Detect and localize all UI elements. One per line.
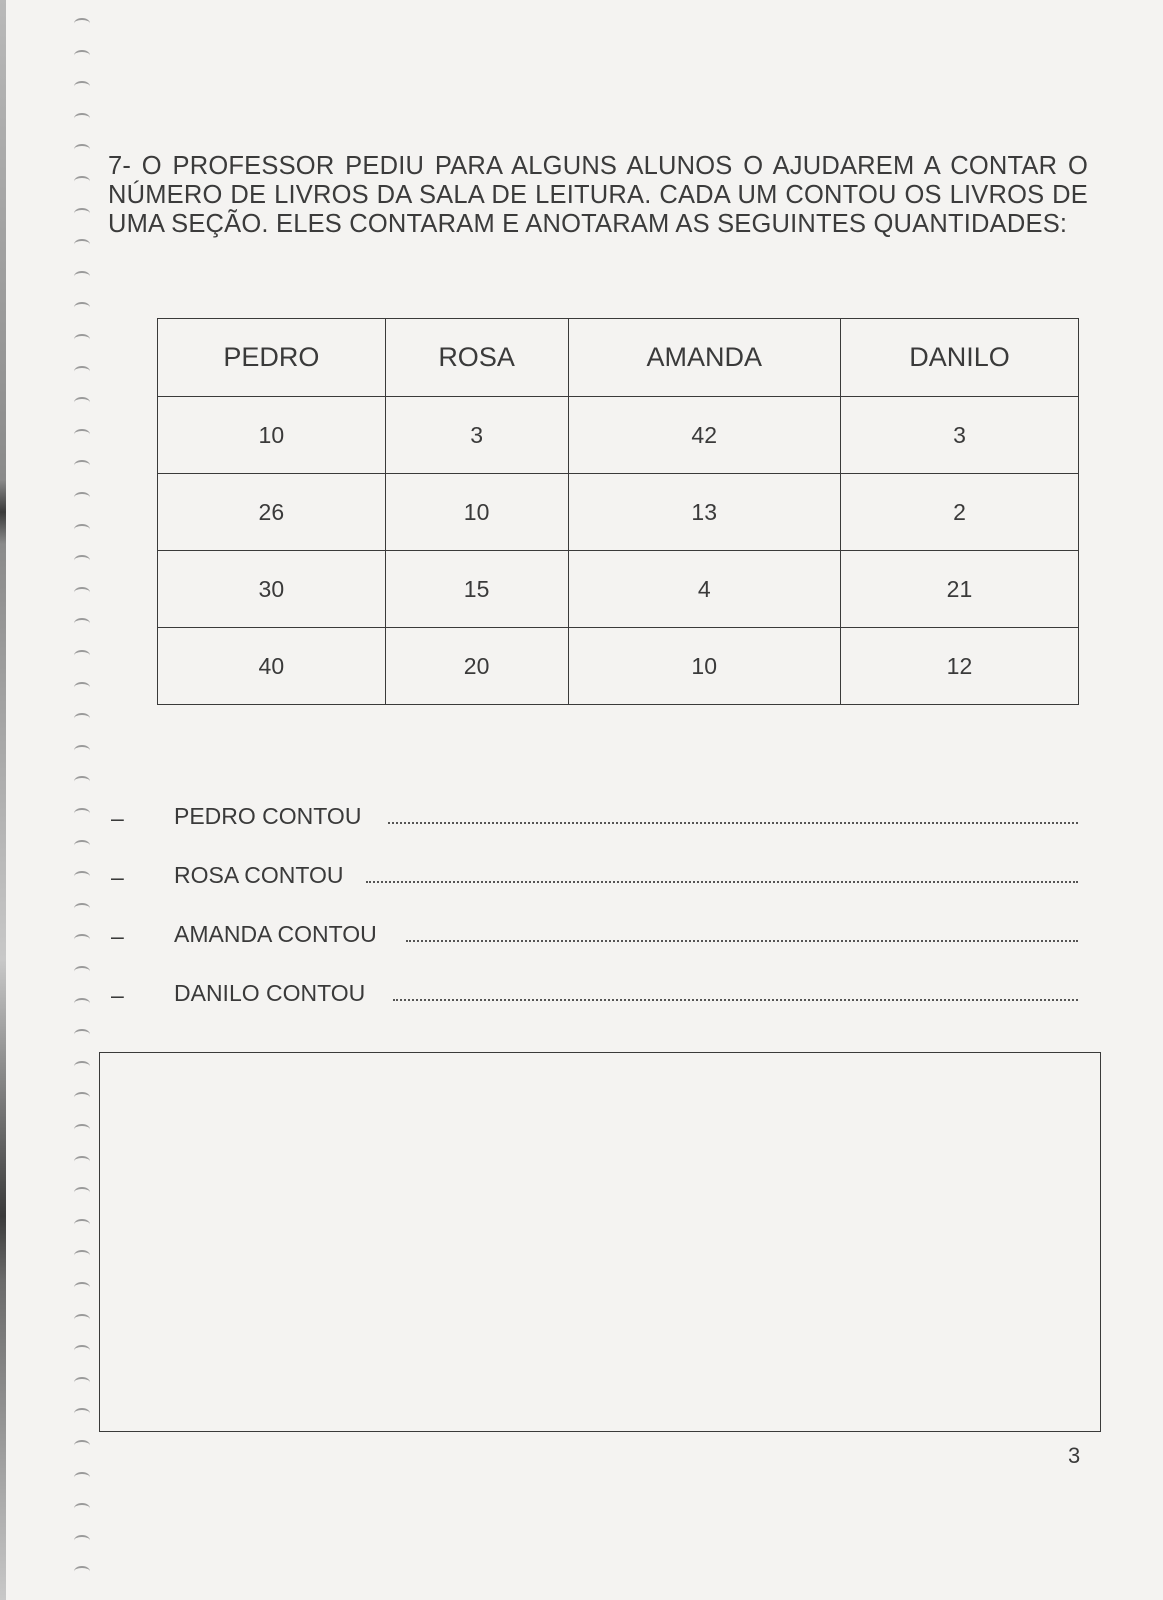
binding-hole (74, 1472, 90, 1483)
binding-hole (74, 366, 90, 377)
binding-hole (74, 1440, 90, 1451)
answer-label: PEDRO CONTOU (174, 803, 362, 829)
book-count-table (157, 318, 1079, 705)
binding-hole (74, 81, 90, 92)
answer-line-amanda (108, 921, 1078, 980)
binding-hole (74, 745, 90, 756)
binding-hole (74, 176, 90, 187)
answer-blank-line[interactable] (366, 881, 1078, 883)
answer-list (108, 803, 1078, 1039)
answer-line-rosa (108, 862, 1078, 921)
table-header-row (158, 319, 1079, 397)
binding-hole (74, 650, 90, 661)
binding-hole (74, 555, 90, 566)
table-cell: 2 (840, 474, 1078, 551)
binding-hole (74, 524, 90, 535)
page-number: 3 (1068, 1443, 1081, 1468)
answer-label: DANILO CONTOU (174, 980, 366, 1006)
table-cell: 21 (840, 551, 1078, 628)
binding-hole (74, 1566, 90, 1577)
binding-hole (74, 429, 90, 440)
binding-hole (74, 1029, 90, 1040)
list-dash: – (111, 805, 124, 831)
table-row (158, 397, 1079, 474)
table-cell: 26 (158, 474, 386, 551)
table-row (158, 551, 1079, 628)
answer-blank-line[interactable] (388, 822, 1078, 824)
table-cell: 40 (158, 628, 386, 705)
binding-hole (74, 1377, 90, 1388)
binding-hole (74, 903, 90, 914)
table-cell: 42 (568, 397, 840, 474)
binding-hole (74, 50, 90, 61)
table-header-danilo: DANILO (840, 319, 1078, 397)
table-cell: 30 (158, 551, 386, 628)
answer-label: ROSA CONTOU (174, 862, 344, 888)
binding-hole (74, 1408, 90, 1419)
binding-hole (74, 1156, 90, 1167)
binding-hole (74, 1282, 90, 1293)
table-cell: 12 (840, 628, 1078, 705)
binding-hole (74, 871, 90, 882)
binding-hole (74, 113, 90, 124)
binding-hole (74, 587, 90, 598)
table-cell: 4 (568, 551, 840, 628)
table-cell: 15 (385, 551, 568, 628)
binding-hole (74, 776, 90, 787)
binding-hole (74, 271, 90, 282)
binding-hole (74, 397, 90, 408)
table-cell: 10 (568, 628, 840, 705)
list-dash: – (111, 864, 124, 890)
table-header-rosa: ROSA (385, 319, 568, 397)
table-header-pedro: PEDRO (158, 319, 386, 397)
table-cell: 20 (385, 628, 568, 705)
binding-hole (74, 966, 90, 977)
table-cell: 13 (568, 474, 840, 551)
binding-hole (74, 998, 90, 1009)
binding-hole (74, 1219, 90, 1230)
binding-hole (74, 808, 90, 819)
binding-hole (74, 713, 90, 724)
answer-line-pedro (108, 803, 1078, 862)
list-dash: – (111, 982, 124, 1008)
table-header-amanda: AMANDA (568, 319, 840, 397)
binding-hole (74, 334, 90, 345)
binding-hole (74, 208, 90, 219)
binding-hole (74, 460, 90, 471)
binding-hole (74, 144, 90, 155)
spiral-binding-holes (62, 18, 102, 1598)
binding-hole (74, 1187, 90, 1198)
answer-line-danilo (108, 980, 1078, 1039)
binding-hole (74, 1250, 90, 1261)
binding-hole (74, 302, 90, 313)
binding-hole (74, 840, 90, 851)
table-row (158, 474, 1079, 551)
binding-hole (74, 492, 90, 503)
table-cell: 3 (385, 397, 568, 474)
table-row (158, 628, 1079, 705)
binding-hole (74, 1092, 90, 1103)
binding-hole (74, 618, 90, 629)
binding-hole (74, 1061, 90, 1072)
binding-hole (74, 1314, 90, 1325)
list-dash: – (111, 923, 124, 949)
binding-hole (74, 1345, 90, 1356)
binding-hole (74, 1124, 90, 1135)
binding-hole (74, 1535, 90, 1546)
question-text: 7- O PROFESSOR PEDIU PARA ALGUNS ALUNOS O AJUDAREM A CONTAR O NÚMERO DE LIVROS DA SALA DE LEITURA. CADA UM CONTOU OS LIVROS DE UMA SEÇÃO. ELES CONTARAM E ANOTARAM AS SEGUINTES QUANTIDADES: (108, 152, 1088, 238)
answer-blank-line[interactable] (406, 940, 1078, 942)
table-cell: 10 (385, 474, 568, 551)
binding-hole (74, 18, 90, 29)
binding-hole (74, 934, 90, 945)
table-cell: 3 (840, 397, 1078, 474)
answer-blank-line[interactable] (393, 999, 1078, 1001)
binding-hole (74, 1503, 90, 1514)
table-cell: 10 (158, 397, 386, 474)
answer-label: AMANDA CONTOU (174, 921, 377, 947)
scan-edge (0, 0, 6, 1600)
work-area-box[interactable] (99, 1052, 1101, 1432)
binding-hole (74, 682, 90, 693)
binding-hole (74, 239, 90, 250)
